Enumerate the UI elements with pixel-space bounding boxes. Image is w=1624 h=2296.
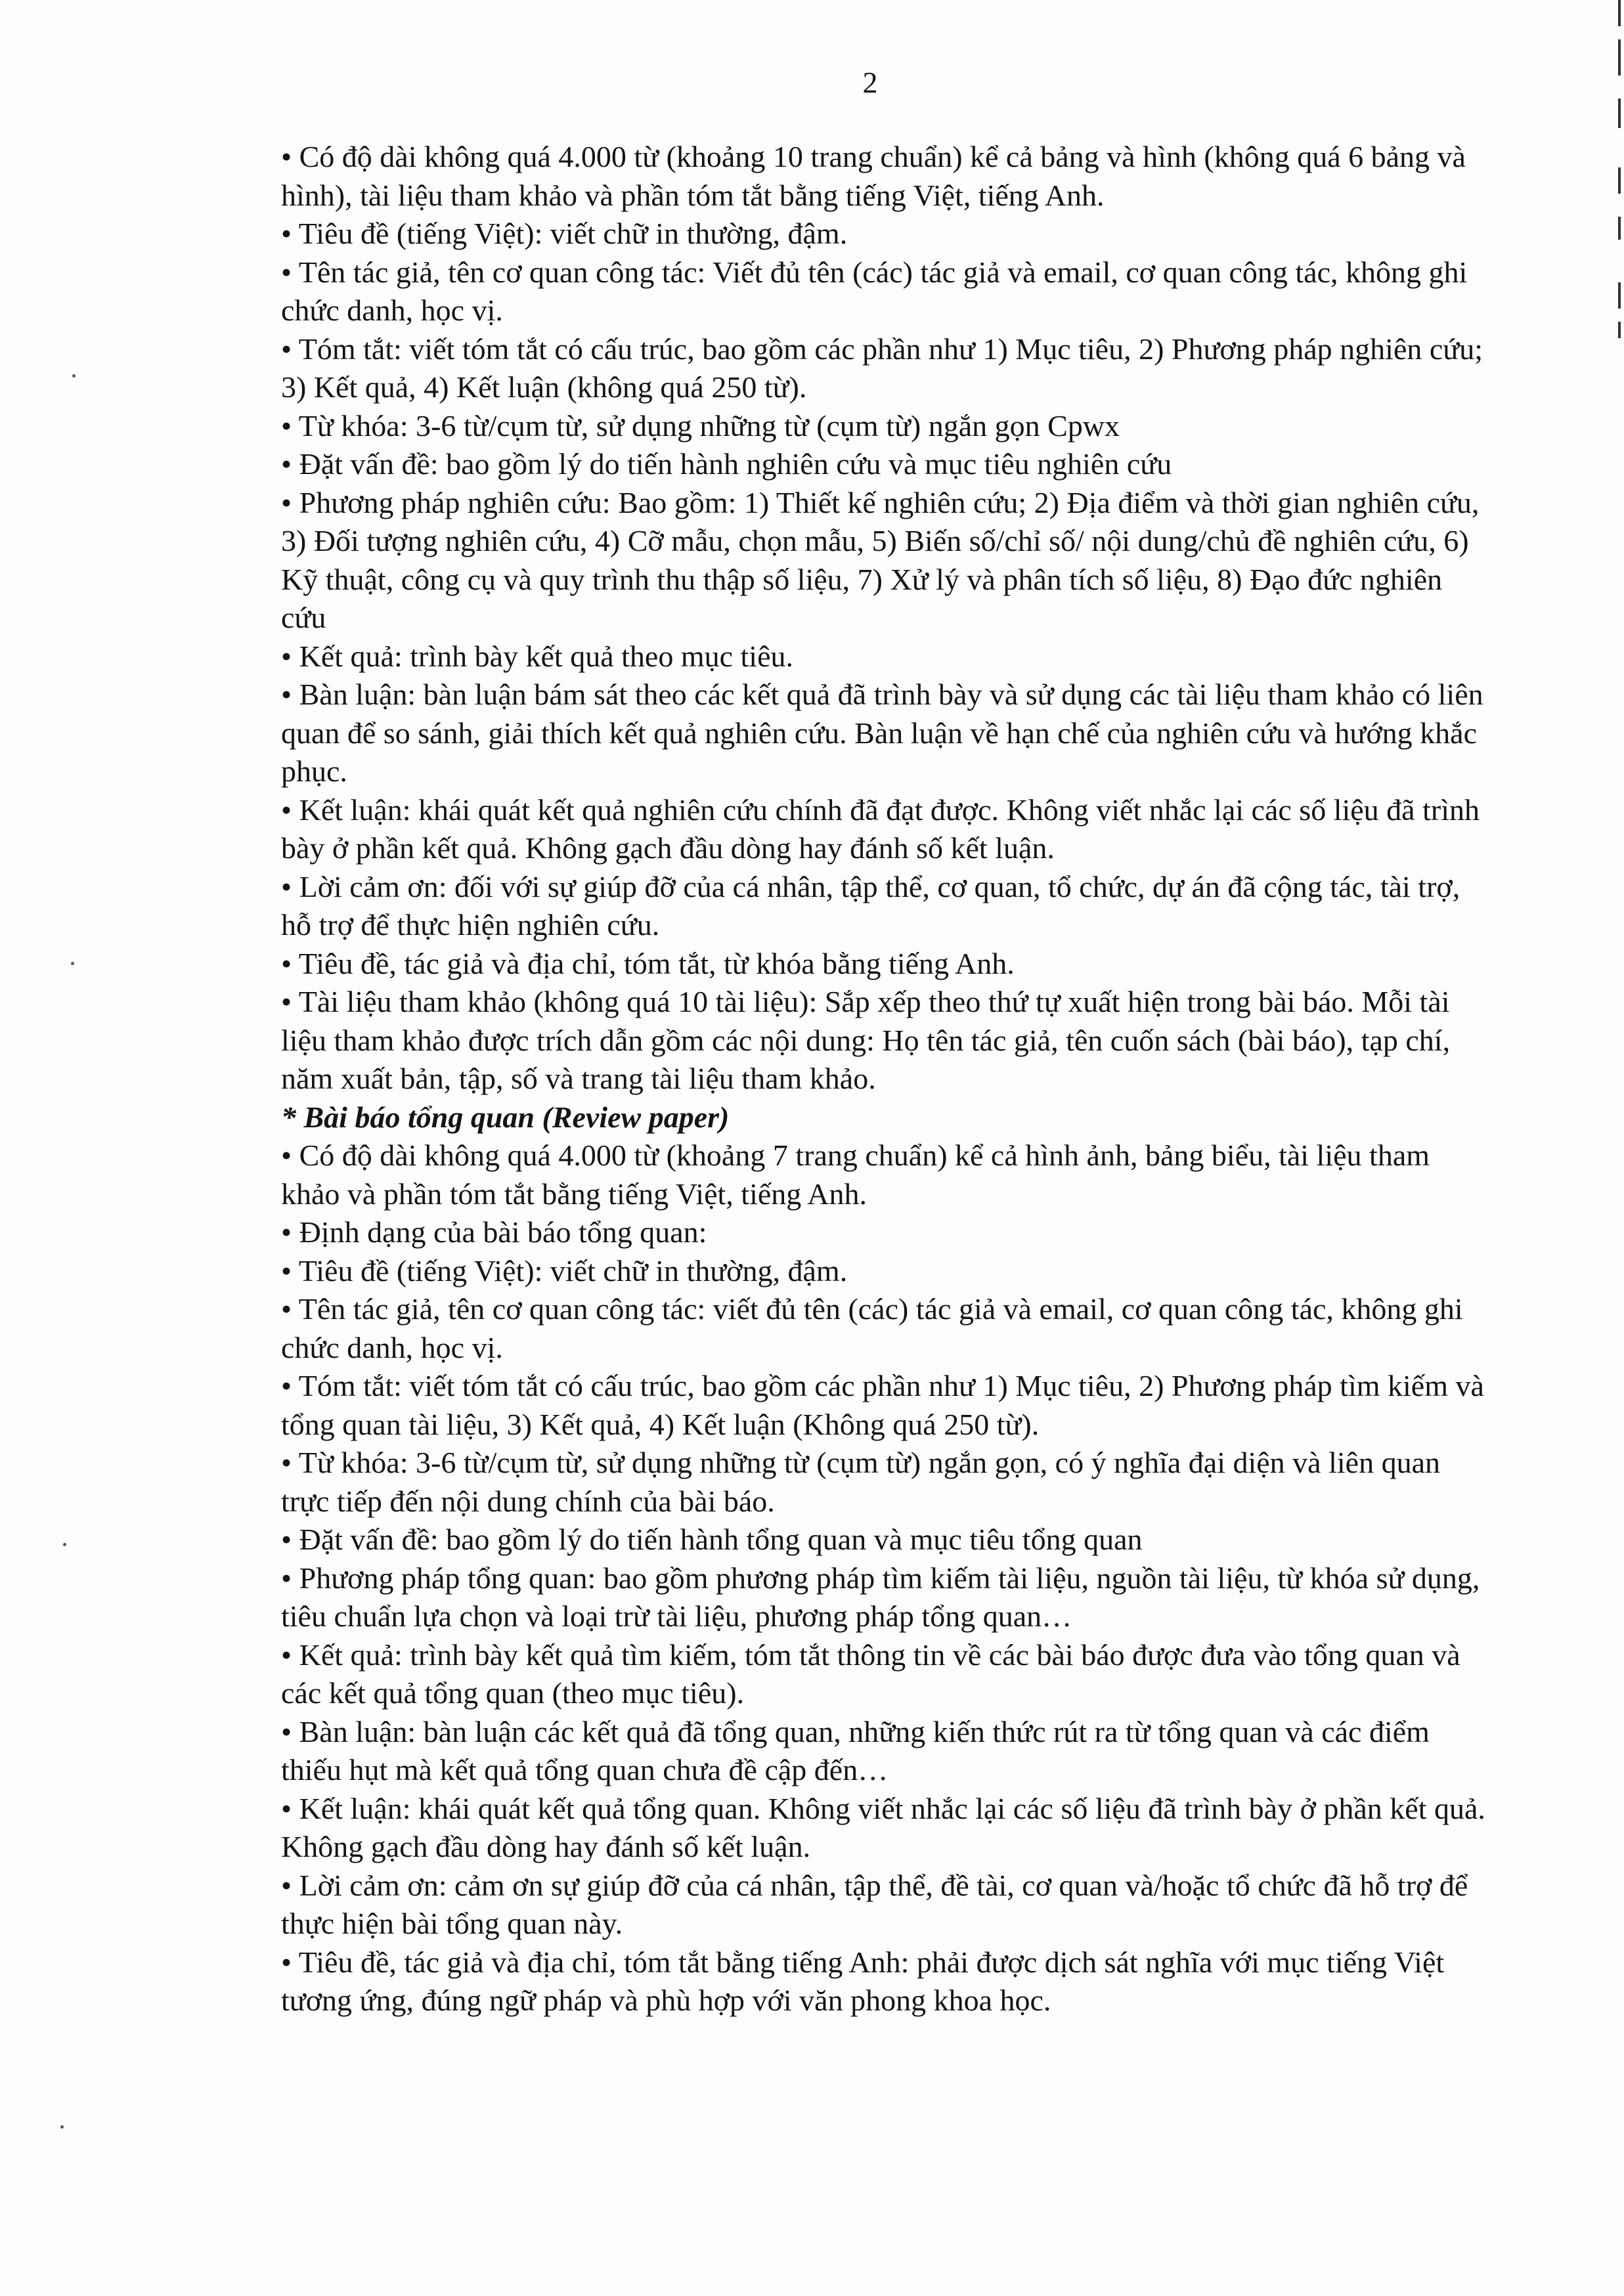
scan-mark bbox=[1618, 39, 1621, 76]
list-item: • Đặt vấn đề: bao gồm lý do tiến hành nghiên cứu và mục tiêu nghiên cứu bbox=[281, 447, 1172, 481]
list-item: • Tiêu đề (tiếng Việt): viết chữ in thường, đậm. bbox=[281, 1253, 848, 1288]
list-item: • Tên tác giả, tên cơ quan công tác: Viết đủ tên (các) tác giả và email, cơ quan công tác, không ghi chức danh, học vị. bbox=[281, 255, 1468, 327]
list-item: • Tiêu đề, tác giả và địa chỉ, tóm tắt bằng tiếng Anh: phải được dịch sát nghĩa với mục tiếng Việt tương ứng, đúng ngữ pháp và phù hợp với văn phong khoa học. bbox=[281, 1945, 1445, 2017]
list-item: • Đặt vấn đề: bao gồm lý do tiến hành tổng quan và mục tiêu tổng quan bbox=[281, 1523, 1143, 1556]
scan-mark bbox=[1618, 322, 1621, 338]
list-item: • Bàn luận: bàn luận bám sát theo các kết quả đã trình bày và sử dụng các tài liệu tham khảo có liên quan để so sánh, giải thích kết quả nghiên cứu. Bàn luận về hạn chế của nghiên cứu và hướng khắc phục. bbox=[281, 678, 1483, 788]
list-item: • Bàn luận: bàn luận các kết quả đã tổng quan, những kiến thức rút ra từ tổng quan và các điểm thiếu hụt mà kết quả tổng quan chưa đề cập đến… bbox=[281, 1714, 1430, 1787]
scan-mark bbox=[60, 2125, 64, 2129]
scan-mark bbox=[1618, 98, 1621, 128]
list-item: • Định dạng của bài báo tổng quan: bbox=[281, 1215, 707, 1249]
scan-mark bbox=[1618, 282, 1621, 309]
list-item: • Tiêu đề (tiếng Việt): viết chữ in thường, đậm. bbox=[281, 217, 848, 250]
list-item: • Tên tác giả, tên cơ quan công tác: viết đủ tên (các) tác giả và email, cơ quan công tác, không ghi chức danh, học vị. bbox=[281, 1292, 1463, 1364]
page-number: 2 bbox=[862, 66, 878, 99]
list-item: • Phương pháp tổng quan: bao gồm phương pháp tìm kiếm tài liệu, nguồn tài liệu, từ khóa sử dụng, tiêu chuẩn lựa chọn và loại trừ tài liệu, phương pháp tổng quan… bbox=[281, 1561, 1480, 1633]
list-item: • Tóm tắt: viết tóm tắt có cấu trúc, bao gồm các phần như 1) Mục tiêu, 2) Phương pháp tìm kiếm và tổng quan tài liệu, 3) Kết quả, 4) Kết luận (Không quá 250 từ). bbox=[281, 1369, 1484, 1441]
document-body bbox=[281, 138, 1489, 2020]
list-item: • Có độ dài không quá 4.000 từ (khoảng 10 trang chuẩn) kể cả bảng và hình (không quá 6 bảng và hình), tài liệu tham khảo và phần tóm tắt bằng tiếng Việt, tiếng Anh. bbox=[281, 140, 1466, 212]
list-item: • Tài liệu tham khảo (không quá 10 tài liệu): Sắp xếp theo thứ tự xuất hiện trong bài báo. Mỗi tài liệu tham khảo được trích dẫn gồm các nội dung: Họ tên tác giả, tên cuốn sách (bài báo), tạp chí, năm xuất bản, tập, số và trang tài liệu tham khảo. bbox=[281, 985, 1451, 1095]
list-item: • Lời cảm ơn: đối với sự giúp đỡ của cá nhân, tập thể, cơ quan, tổ chức, dự án đã cộng tác, tài trợ, hỗ trợ để thực hiện nghiên cứu. bbox=[281, 869, 1460, 942]
scan-mark bbox=[72, 374, 76, 378]
list-item: • Lời cảm ơn: cảm ơn sự giúp đỡ của cá nhân, tập thể, đề tài, cơ quan và/hoặc tổ chức đã hỗ trợ để thực hiện bài tổng quan này. bbox=[281, 1868, 1468, 1940]
list-item: • Từ khóa: 3-6 từ/cụm từ, sử dụng những từ (cụm từ) ngắn gọn Cpwx bbox=[281, 408, 1120, 443]
scan-mark bbox=[1618, 0, 1621, 26]
scan-mark bbox=[1618, 217, 1621, 240]
list-item: • Kết quả: trình bày kết quả theo mục tiêu. bbox=[281, 639, 794, 673]
list-item: • Từ khóa: 3-6 từ/cụm từ, sử dụng những từ (cụm từ) ngắn gọn, có ý nghĩa đại diện và liên quan trực tiếp đến nội dung chính của bài báo. bbox=[281, 1446, 1440, 1518]
section-heading: * Bài báo tổng quan (Review paper) bbox=[281, 1100, 730, 1134]
scan-mark bbox=[71, 962, 74, 965]
list-item: • Tóm tắt: viết tóm tắt có cấu trúc, bao gồm các phần như 1) Mục tiêu, 2) Phương pháp nghiên cứu; 3) Kết quả, 4) Kết luận (không quá 250 từ). bbox=[281, 332, 1483, 404]
list-item: • Kết luận: khái quát kết quả nghiên cứu chính đã đạt được. Không viết nhắc lại các số liệu đã trình bày ở phần kết quả. Không gạch đầu dòng hay đánh số kết luận. bbox=[281, 792, 1480, 865]
scan-mark bbox=[63, 1543, 66, 1546]
list-item: • Phương pháp nghiên cứu: Bao gồm: 1) Thiết kế nghiên cứu; 2) Địa điểm và thời gian nghiên cứu, 3) Đối tượng nghiên cứu, 4) Cỡ mẫu, chọn mẫu, 5) Biến số/chỉ số/ nội dung/chủ đề nghiên cứu, 6) Kỹ thuật, công cụ và quy trình thu thập số liệu, 7) Xử lý và phân tích số liệu, 8) Đạo đức nghiên cứu bbox=[281, 485, 1480, 634]
list-item: • Tiêu đề, tác giả và địa chỉ, tóm tắt, từ khóa bằng tiếng Anh. bbox=[281, 946, 1015, 980]
list-item: • Kết luận: khái quát kết quả tổng quan. Không viết nhắc lại các số liệu đã trình bày ở phần kết quả. Không gạch đầu dòng hay đánh số kết luận. bbox=[281, 1791, 1485, 1863]
scan-mark bbox=[1618, 167, 1621, 194]
list-item: • Có độ dài không quá 4.000 từ (khoảng 7 trang chuẩn) kể cả hình ảnh, bảng biểu, tài liệu tham khảo và phần tóm tắt bằng tiếng Việt, tiếng Anh. bbox=[281, 1138, 1430, 1211]
list-item: • Kết quả: trình bày kết quả tìm kiếm, tóm tắt thông tin về các bài báo được đưa vào tổng quan và các kết quả tổng quan (theo mục tiêu). bbox=[281, 1637, 1460, 1710]
